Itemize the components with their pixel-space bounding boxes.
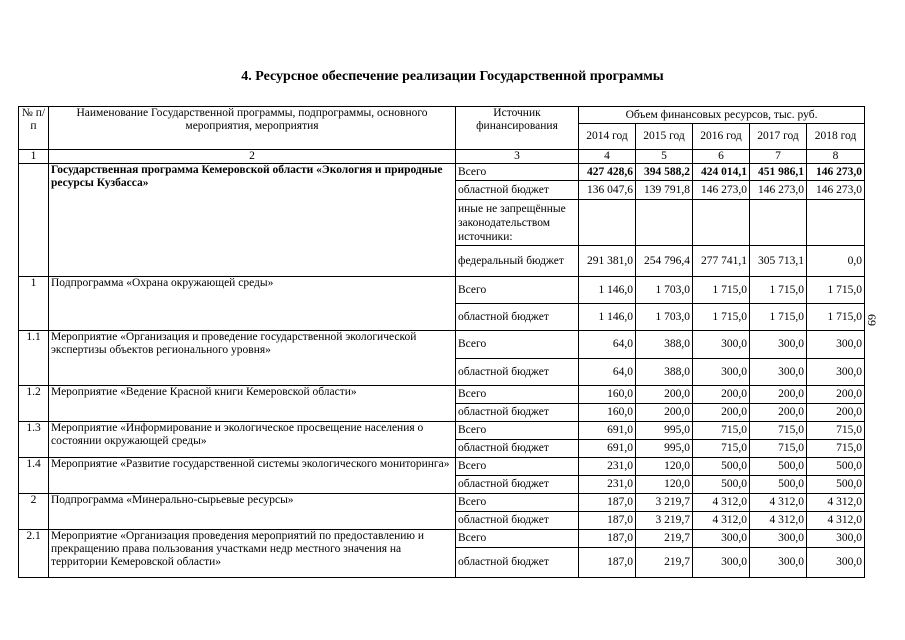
col-number: 3 <box>456 150 579 164</box>
row-value: 300,0 <box>807 359 865 386</box>
row-value: 300,0 <box>693 548 750 578</box>
col-number: 1 <box>19 150 49 164</box>
row-value: 427 428,6 <box>579 164 636 181</box>
row-value: 691,0 <box>579 440 636 458</box>
row-value: 500,0 <box>807 476 865 494</box>
row-value: 300,0 <box>750 548 807 578</box>
row-value: 715,0 <box>693 440 750 458</box>
header-year: 2018 год <box>807 124 865 150</box>
row-value: 1 703,0 <box>636 277 693 304</box>
row-source: областной бюджет <box>456 476 579 494</box>
row-value: 300,0 <box>750 331 807 359</box>
row-source: областной бюджет <box>456 440 579 458</box>
row-value: 200,0 <box>636 386 693 404</box>
row-value: 1 715,0 <box>750 277 807 304</box>
row-value: 1 715,0 <box>807 304 865 331</box>
row-value: 146 273,0 <box>750 181 807 200</box>
row-value: 1 146,0 <box>579 304 636 331</box>
row-value: 139 791,8 <box>636 181 693 200</box>
row-source: федеральный бюджет <box>456 246 579 277</box>
table-row <box>19 386 865 404</box>
row-source: Всего <box>456 164 579 181</box>
row-value: 64,0 <box>579 359 636 386</box>
row-value: 277 741,1 <box>693 246 750 277</box>
header-volume: Объем финансовых ресурсов, тыс. руб. <box>579 107 865 124</box>
row-value: 388,0 <box>636 359 693 386</box>
row-name: Подпрограмма «Минерально-сырьевые ресурсы» <box>49 494 456 530</box>
row-value: 1 715,0 <box>807 277 865 304</box>
header-year: 2017 год <box>750 124 807 150</box>
row-value: 4 312,0 <box>807 494 865 512</box>
row-value: 300,0 <box>693 530 750 548</box>
row-value: 500,0 <box>750 476 807 494</box>
table-row <box>19 164 865 181</box>
row-value: 500,0 <box>693 476 750 494</box>
row-source: областной бюджет <box>456 404 579 422</box>
table-row <box>19 331 865 359</box>
header-year: 2016 год <box>693 124 750 150</box>
row-value: 187,0 <box>579 530 636 548</box>
col-number: 7 <box>750 150 807 164</box>
row-value: 300,0 <box>807 530 865 548</box>
row-value: 200,0 <box>807 404 865 422</box>
row-value: 388,0 <box>636 331 693 359</box>
table-row <box>19 530 865 548</box>
row-source: областной бюджет <box>456 181 579 200</box>
row-value: 200,0 <box>807 386 865 404</box>
row-num: 1.4 <box>19 458 49 494</box>
row-value: 187,0 <box>579 548 636 578</box>
row-value: 424 014,1 <box>693 164 750 181</box>
row-value: 187,0 <box>579 494 636 512</box>
col-number: 6 <box>693 150 750 164</box>
row-num: 1.1 <box>19 331 49 386</box>
row-value: 120,0 <box>636 476 693 494</box>
row-value: 187,0 <box>579 512 636 530</box>
row-name: Мероприятие «Организация и проведение государственной экологической экспертизы объектов регионального уровня» <box>49 331 456 386</box>
row-value: 715,0 <box>750 422 807 440</box>
row-value: 120,0 <box>636 458 693 476</box>
row-value: 305 713,1 <box>750 246 807 277</box>
page-title: 4. Ресурсное обеспечение реализации Государственной программы <box>241 69 664 84</box>
row-value: 715,0 <box>750 440 807 458</box>
row-source: Всего <box>456 422 579 440</box>
row-value: 691,0 <box>579 422 636 440</box>
row-value: 219,7 <box>636 530 693 548</box>
row-value: 291 381,0 <box>579 246 636 277</box>
col-number: 4 <box>579 150 636 164</box>
row-source: областной бюджет <box>456 304 579 331</box>
row-value: 995,0 <box>636 422 693 440</box>
row-value: 500,0 <box>693 458 750 476</box>
row-value: 300,0 <box>750 359 807 386</box>
page-number: 69 <box>865 314 879 326</box>
row-value: 300,0 <box>693 331 750 359</box>
row-value: 3 219,7 <box>636 512 693 530</box>
row-source: Всего <box>456 530 579 548</box>
row-value: 4 312,0 <box>807 512 865 530</box>
row-value: 0,0 <box>807 246 865 277</box>
col-number: 5 <box>636 150 693 164</box>
row-value: 300,0 <box>750 530 807 548</box>
resource-table <box>18 106 865 578</box>
row-value: 300,0 <box>807 331 865 359</box>
header-name: Наименование Государственной программы, подпрограммы, основного мероприятия, мероприятия <box>49 107 456 150</box>
row-value: 200,0 <box>750 404 807 422</box>
header-year: 2014 год <box>579 124 636 150</box>
row-num: 2 <box>19 494 49 530</box>
row-value: 4 312,0 <box>750 512 807 530</box>
header-source: Источник финансирования <box>456 107 579 150</box>
row-value: 200,0 <box>693 404 750 422</box>
row-value: 1 715,0 <box>693 304 750 331</box>
row-value: 136 047,6 <box>579 181 636 200</box>
row-num: 1.2 <box>19 386 49 422</box>
row-num: 1.3 <box>19 422 49 458</box>
row-name: Мероприятие «Организация проведения мероприятий по предоставлению и прекращению права пользования участками недр местного значения на территории Кемеровской области» <box>49 530 456 578</box>
row-value: 160,0 <box>579 386 636 404</box>
row-value: 146 273,0 <box>807 164 865 181</box>
row-value: 1 715,0 <box>693 277 750 304</box>
row-name: Подпрограмма «Охрана окружающей среды» <box>49 277 456 331</box>
row-source: Всего <box>456 494 579 512</box>
row-value: 715,0 <box>693 422 750 440</box>
row-value: 200,0 <box>693 386 750 404</box>
row-value: 500,0 <box>807 458 865 476</box>
table-row <box>19 422 865 440</box>
row-value: 146 273,0 <box>693 181 750 200</box>
row-source: областной бюджет <box>456 548 579 578</box>
row-num <box>19 164 49 277</box>
row-value: 995,0 <box>636 440 693 458</box>
row-value: 219,7 <box>636 548 693 578</box>
table-row <box>19 458 865 476</box>
row-value: 146 273,0 <box>807 181 865 200</box>
row-name: Мероприятие «Ведение Красной книги Кемеровской области» <box>49 386 456 422</box>
row-value: 64,0 <box>579 331 636 359</box>
row-source: областной бюджет <box>456 512 579 530</box>
row-value: 300,0 <box>807 548 865 578</box>
header-year: 2015 год <box>636 124 693 150</box>
row-value: 4 312,0 <box>750 494 807 512</box>
row-value: 4 312,0 <box>693 494 750 512</box>
row-source: областной бюджет <box>456 359 579 386</box>
row-value: 394 588,2 <box>636 164 693 181</box>
row-value: 1 715,0 <box>750 304 807 331</box>
row-source: Всего <box>456 458 579 476</box>
row-source: Всего <box>456 277 579 304</box>
row-value: 231,0 <box>579 458 636 476</box>
col-number: 2 <box>49 150 456 164</box>
row-value: 1 703,0 <box>636 304 693 331</box>
row-value: 200,0 <box>636 404 693 422</box>
row-source: Всего <box>456 331 579 359</box>
row-num: 1 <box>19 277 49 331</box>
row-value: 160,0 <box>579 404 636 422</box>
row-source: иные не запрещённые законодательством источники: <box>456 200 579 246</box>
row-value: 300,0 <box>693 359 750 386</box>
row-value: 451 986,1 <box>750 164 807 181</box>
row-value: 4 312,0 <box>693 512 750 530</box>
row-value: 200,0 <box>750 386 807 404</box>
row-value: 715,0 <box>807 440 865 458</box>
row-num: 2.1 <box>19 530 49 578</box>
row-value: 500,0 <box>750 458 807 476</box>
row-source: Всего <box>456 386 579 404</box>
row-value: 254 796,4 <box>636 246 693 277</box>
row-value: 231,0 <box>579 476 636 494</box>
col-number: 8 <box>807 150 865 164</box>
row-name: Мероприятие «Развитие государственной системы экологического мониторинга» <box>49 458 456 494</box>
row-name: Мероприятие «Информирование и экологическое просвещение населения о состоянии окружающей среды» <box>49 422 456 458</box>
table-row <box>19 277 865 304</box>
table-row <box>19 494 865 512</box>
row-name: Государственная программа Кемеровской области «Экология и природные ресурсы Кузбасса» <box>49 164 456 277</box>
row-value: 715,0 <box>807 422 865 440</box>
row-value: 3 219,7 <box>636 494 693 512</box>
row-value: 1 146,0 <box>579 277 636 304</box>
header-num: № п/п <box>19 107 49 150</box>
